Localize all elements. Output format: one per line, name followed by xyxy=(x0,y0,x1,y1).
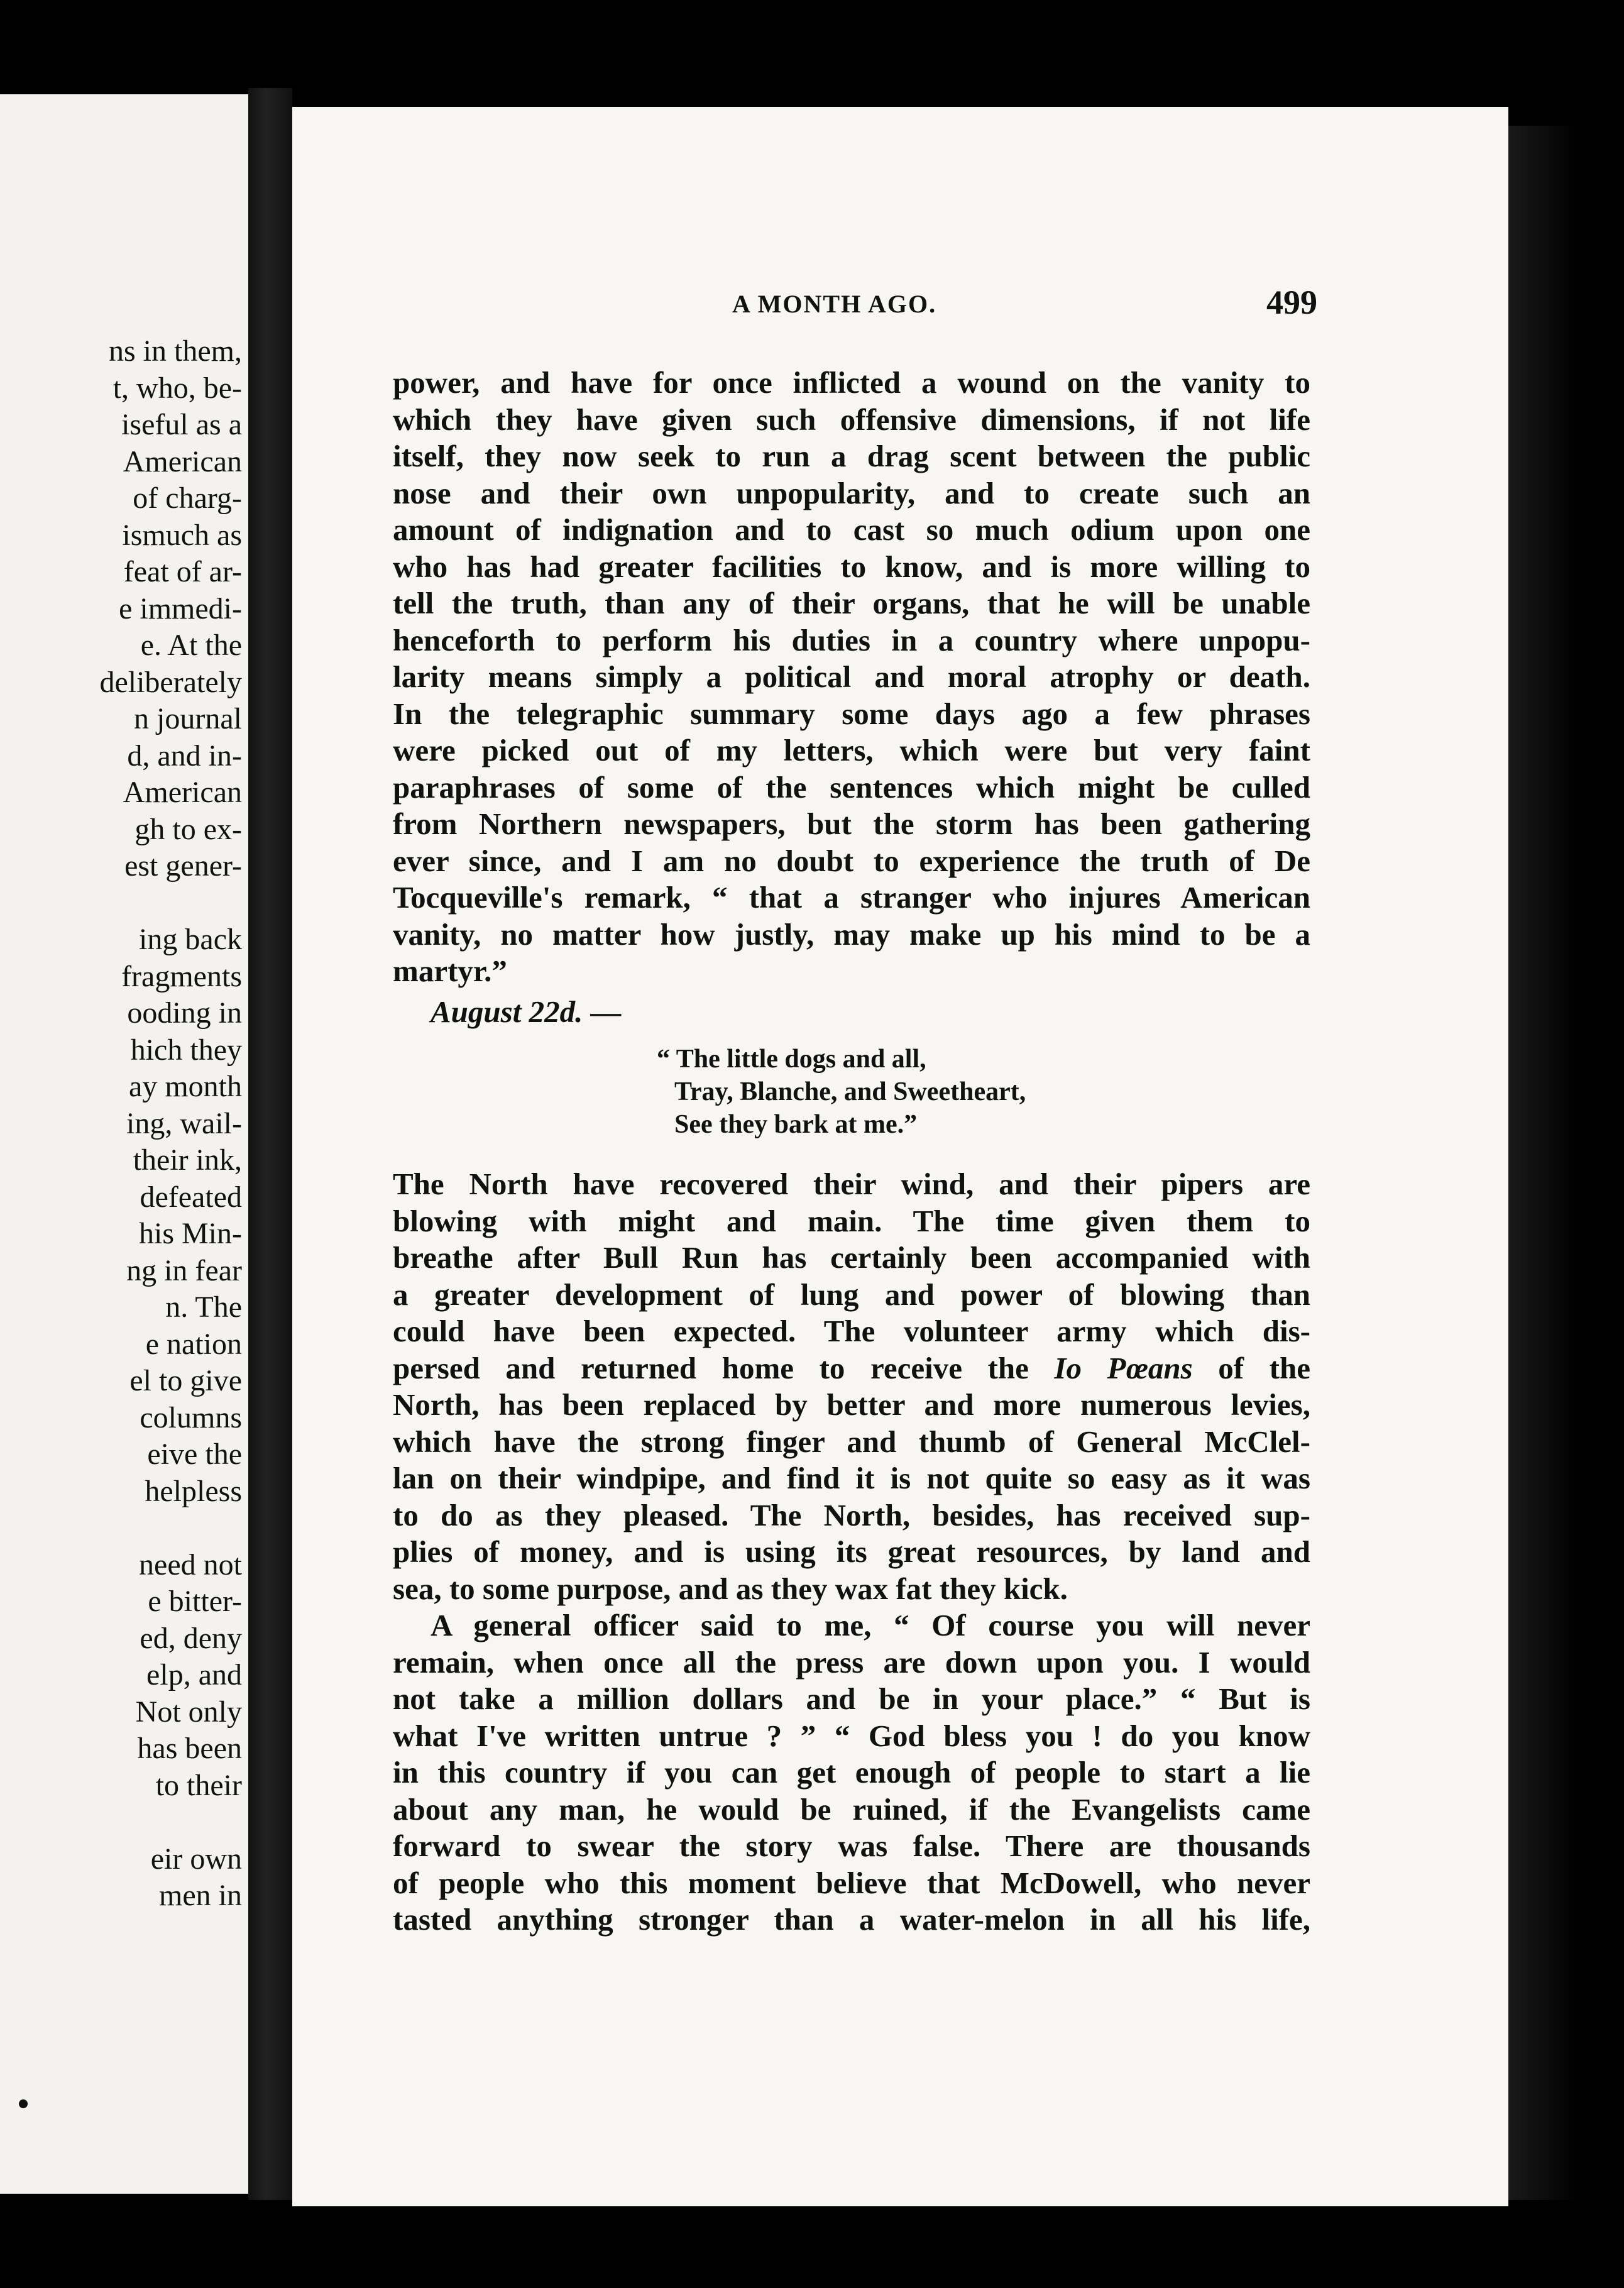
fragment-line: ing back xyxy=(139,923,242,956)
text-line: from Northern newspapers, but the storm has been gathering xyxy=(393,806,1310,841)
fragment-line: ismuch as xyxy=(122,518,242,552)
date-heading: August 22d. — xyxy=(431,994,622,1029)
fragment-line: ing, wail- xyxy=(126,1106,242,1140)
current-page xyxy=(292,107,1508,2206)
fragment-line: t, who, be- xyxy=(112,371,242,405)
fragment-line: e immedi- xyxy=(119,591,242,625)
text-line: plies of money, and is using its great resources, by land and xyxy=(393,1534,1310,1569)
fragment-line: columns xyxy=(140,1400,242,1434)
text-line: breathe after Bull Run has certainly been accompanied with xyxy=(393,1240,1310,1275)
fragment-line: his Min- xyxy=(138,1217,242,1250)
fragment-line: fragments xyxy=(121,959,242,993)
fragment-line: gh to ex- xyxy=(134,812,242,846)
fragment-line: el to give xyxy=(129,1364,242,1397)
fragment-line: feat of ar- xyxy=(123,555,242,588)
previous-page-text xyxy=(99,333,242,1915)
fragment-line: e nation xyxy=(145,1327,242,1361)
previous-page-fragment xyxy=(0,94,248,2194)
verse-line: Tray, Blanche, and Sweetheart, xyxy=(674,1077,1026,1106)
text-line: North, has been replaced by better and more numerous levies, xyxy=(393,1387,1310,1422)
fragment-line: ns in them, xyxy=(109,334,242,368)
text-segment: persed and returned home to receive the xyxy=(393,1350,1055,1385)
fragment-line: n journal xyxy=(134,702,242,735)
fragment-line: Not only xyxy=(135,1695,242,1729)
text-line: The North have recovered their wind, and their pipers are xyxy=(393,1167,1310,1201)
text-line: tell the truth, than any of their organs, that he will be unable xyxy=(393,586,1310,620)
fragment-line xyxy=(99,885,242,922)
fragment-line: need not xyxy=(139,1548,242,1581)
page-edge-shadow xyxy=(1508,126,1577,2200)
text-line: henceforth to perform his duties in a country where unpopu- xyxy=(393,622,1310,657)
paragraph-1 xyxy=(393,365,1310,990)
fragment-line: hich they xyxy=(130,1033,242,1067)
text-line xyxy=(393,1350,1310,1387)
fragment-line: of charg- xyxy=(133,481,242,515)
fragment-line: their ink, xyxy=(133,1143,242,1177)
italic-phrase: Io Pœans xyxy=(1054,1350,1193,1385)
fragment-line: eir own xyxy=(150,1842,242,1876)
text-line: could have been expected. The volunteer army which dis- xyxy=(393,1314,1310,1348)
verse-line: See they bark at me.” xyxy=(674,1110,918,1139)
fragment-line: American xyxy=(123,444,242,478)
fragment-line: est gener- xyxy=(124,849,242,883)
fragment-line xyxy=(99,1804,242,1841)
fragment-line: elp, and xyxy=(146,1658,242,1691)
text-line: ever since, and I am no doubt to experience the truth of De xyxy=(393,843,1310,878)
text-line: A general officer said to me, “ Of course you will never xyxy=(431,1608,1310,1642)
fragment-line: American xyxy=(123,776,242,809)
fragment-line: ed, deny xyxy=(140,1621,242,1655)
running-title: A MONTH AGO. xyxy=(732,290,937,318)
fragment-line: e. At the xyxy=(140,629,242,662)
fragment-line: ooding in xyxy=(127,996,242,1030)
paragraph-2 xyxy=(393,1166,1310,1607)
body-text xyxy=(393,365,1310,1939)
text-line: about any man, he would be ruined, if the Evangelists came xyxy=(393,1791,1310,1827)
fragment-line: defeated xyxy=(140,1180,242,1214)
text-line: remain, when once all the press are down upon you. I would xyxy=(393,1644,1310,1680)
fragment-line: e bitter- xyxy=(148,1585,242,1618)
text-line: amount of indignation and to cast so much odium upon one xyxy=(393,512,1310,547)
text-line: power, and have for once inflicted a wound on the vanity to xyxy=(393,365,1310,400)
fragment-line: ay month xyxy=(129,1070,242,1103)
text-line: which have the strong finger and thumb of General McClel- xyxy=(393,1424,1310,1459)
fragment-line: has been xyxy=(137,1732,242,1765)
text-line: a greater development of lung and power of blowing than xyxy=(393,1277,1310,1312)
book-gutter xyxy=(248,88,292,2200)
text-line: of people who this moment believe that McDowell, who never xyxy=(393,1865,1310,1900)
text-line: which they have given such offensive dimensions, if not life xyxy=(393,402,1310,437)
verse-line: “ The little dogs and all, xyxy=(657,1045,926,1074)
text-line: forward to swear the story was false. There are thousands xyxy=(393,1829,1310,1863)
text-line: itself, they now seek to run a drag scent between the public xyxy=(393,439,1310,473)
text-line: Tocqueville's remark, “ that a stranger who injures American xyxy=(393,880,1310,915)
text-line: vanity, no matter how justly, may make up his mind to be a xyxy=(393,916,1310,952)
text-line: martyr.” xyxy=(393,954,507,988)
text-line: what I've written untrue ? ” “ God bless you ! do you know xyxy=(393,1718,1310,1753)
paragraph-3 xyxy=(393,1607,1310,1939)
fragment-line: to their xyxy=(155,1768,242,1802)
fragment-line: iseful as a xyxy=(121,408,242,441)
text-line: lan on their windpipe, and find it is not quite so easy as it was xyxy=(393,1461,1310,1495)
fragment-line: ng in fear xyxy=(126,1253,242,1287)
running-head xyxy=(292,283,1508,333)
text-line: who has had greater facilities to know, and is more willing to xyxy=(393,549,1310,584)
text-line: blowing with might and main. The time given them to xyxy=(393,1203,1310,1238)
ink-dot xyxy=(19,2099,28,2108)
verse-quotation xyxy=(657,1043,1310,1141)
text-line: nose and their own unpopularity, and to create such an xyxy=(393,475,1310,510)
fragment-line: helpless xyxy=(145,1474,242,1508)
text-line: were picked out of my letters, which were but very faint xyxy=(393,733,1310,767)
page-number: 499 xyxy=(1266,283,1317,321)
text-line: In the telegraphic summary some days ago a few phrases xyxy=(393,696,1310,731)
text-line: not take a million dollars and be in your place.” “ But is xyxy=(393,1681,1310,1716)
text-line: tasted anything stronger than a water-melon in all his life, xyxy=(393,1902,1310,1937)
fragment-line: eive the xyxy=(147,1438,242,1471)
fragment-line: deliberately xyxy=(99,665,242,699)
fragment-line: n. The xyxy=(165,1290,242,1324)
text-line: larity means simply a political and moral atrophy or death. xyxy=(393,659,1310,694)
text-line: in this country if you can get enough of people to start a lie xyxy=(393,1755,1310,1790)
text-line: to do as they pleased. The North, besides, has received sup- xyxy=(393,1497,1310,1532)
fragment-line xyxy=(99,1510,242,1547)
fragment-line: d, and in- xyxy=(127,739,242,773)
text-line: sea, to some purpose, and as they wax fat they kick. xyxy=(393,1571,1068,1606)
fragment-line: men in xyxy=(159,1879,242,1912)
text-segment: of the xyxy=(1192,1350,1310,1385)
text-line: paraphrases of some of the sentences which might be culled xyxy=(393,769,1310,805)
